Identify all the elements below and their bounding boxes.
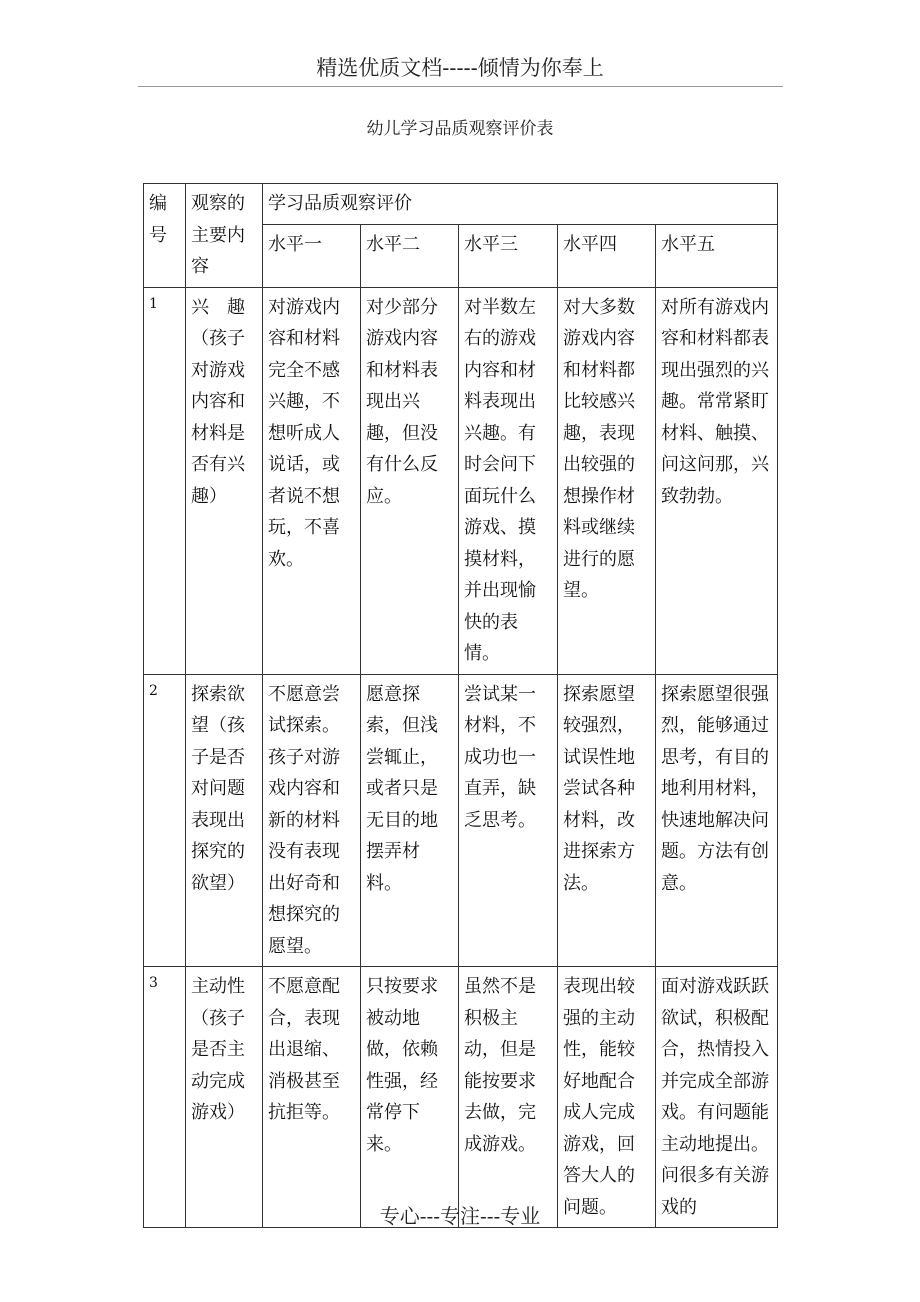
level-cell: 对少部分游戏内容和材料表现出兴趣，但没有什么反应。 xyxy=(361,287,459,674)
header-evaluation-group: 学习品质观察评价 xyxy=(263,184,778,225)
level-cell: 不愿意配合，表现出退缩、消极甚至抗拒等。 xyxy=(263,967,361,1228)
level-cell: 对游戏内容和材料完全不感兴趣，不想听成人说话，或者说不想玩，不喜欢。 xyxy=(263,287,361,674)
level-cell: 对大多数游戏内容和材料都比较感兴趣，表现出较强的想操作材料或继续进行的愿望。 xyxy=(558,287,656,674)
level-header: 水平五 xyxy=(656,224,778,287)
page-footer: 专心---专注---专业 xyxy=(379,1204,541,1228)
row-number: 1 xyxy=(144,287,186,674)
table-row xyxy=(144,967,778,1228)
row-content: 主动性（孩子是否主动完成游戏） xyxy=(186,967,263,1228)
level-cell: 探索愿望很强烈，能够通过思考，有目的地利用材料，快速地解决问题。方法有创意。 xyxy=(656,674,778,967)
row-content: 兴 趣（孩子对游戏内容和材料是否有兴趣） xyxy=(186,287,263,674)
row-number: 3 xyxy=(144,967,186,1228)
table-header-row xyxy=(144,184,778,225)
evaluation-table xyxy=(143,183,778,1228)
level-cell: 尝试某一材料，不成功也一直弄，缺乏思考。 xyxy=(459,674,558,967)
level-cell: 对所有游戏内容和材料都表现出强烈的兴趣。常常紧盯材料、触摸、问这问那，兴致勃勃。 xyxy=(656,287,778,674)
level-cell: 虽然不是积极主动，但是能按要求去做，完成游戏。 xyxy=(459,967,558,1228)
document-title: 幼儿学习品质观察评价表 xyxy=(366,119,554,139)
row-content: 探索欲望（孩子是否对问题表现出探究的欲望） xyxy=(186,674,263,967)
level-header: 水平四 xyxy=(558,224,656,287)
level-cell: 探索愿望较强烈，试误性地尝试各种材料，改进探索方法。 xyxy=(558,674,656,967)
level-cell: 只按要求被动地做，依赖性强，经常停下来。 xyxy=(361,967,459,1228)
level-header: 水平二 xyxy=(361,224,459,287)
level-cell: 对半数左右的游戏内容和材料表现出兴趣。有时会问下面玩什么游戏、摸摸材料，并出现愉快的表情。 xyxy=(459,287,558,674)
level-header: 水平一 xyxy=(263,224,361,287)
header-content: 观察的主要内容 xyxy=(186,184,263,288)
header-divider xyxy=(138,86,783,87)
level-cell: 不愿意尝试探索。孩子对游戏内容和新的材料没有表现出好奇和想探究的愿望。 xyxy=(263,674,361,967)
header-number: 编号 xyxy=(144,184,186,288)
level-cell: 愿意探索，但浅尝辄止，或者只是无目的地摆弄材料。 xyxy=(361,674,459,967)
level-cell: 面对游戏跃跃欲试，积极配合，热情投入并完成全部游戏。有问题能主动地提出。问很多有关游戏的 xyxy=(656,967,778,1228)
level-header: 水平三 xyxy=(459,224,558,287)
table-row xyxy=(144,287,778,674)
page-header: 精选优质文档-----倾情为你奉上 xyxy=(316,56,604,80)
level-cell: 表现出较强的主动性，能较好地配合成人完成游戏，回答大人的问题。 xyxy=(558,967,656,1228)
table-row xyxy=(144,674,778,967)
row-number: 2 xyxy=(144,674,186,967)
